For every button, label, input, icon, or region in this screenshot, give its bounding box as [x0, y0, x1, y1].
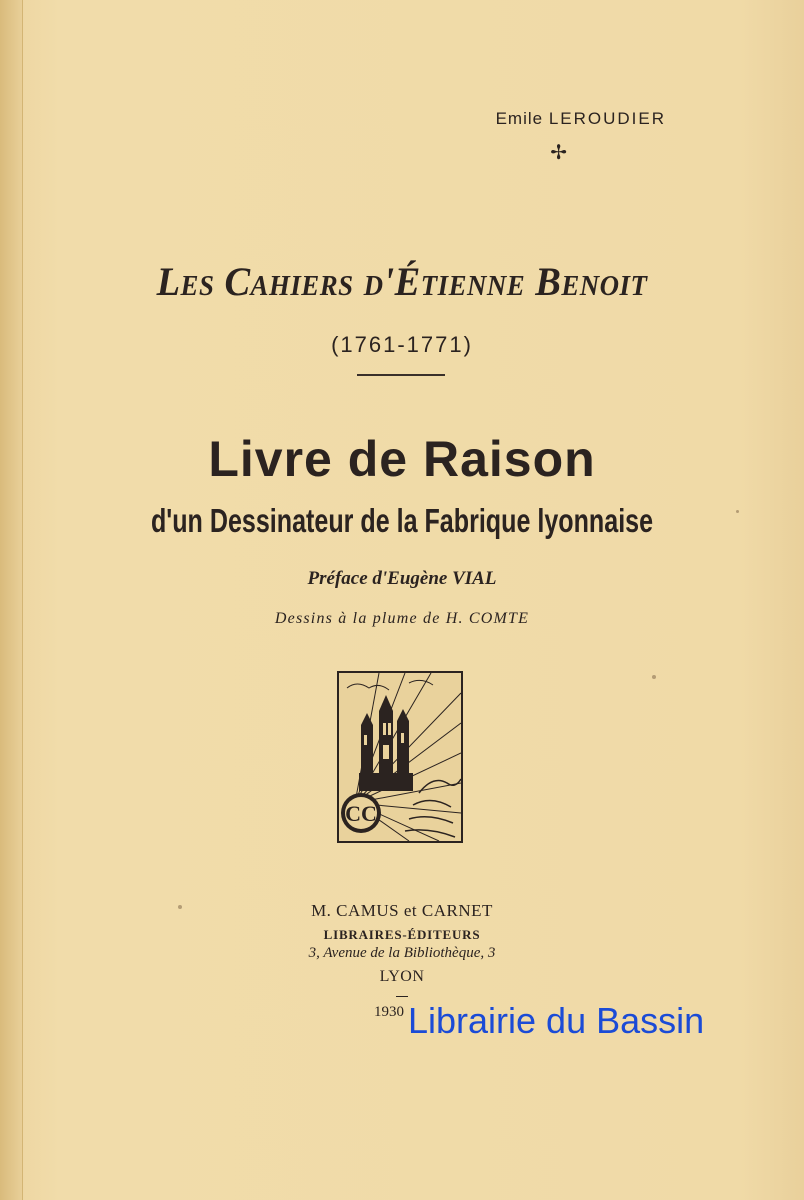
book-title: Les Cahiers d'Étienne Benoit — [156, 259, 648, 304]
publisher-address: 3, Avenue de la Bibliothèque, 3 — [308, 945, 496, 961]
paper-speck — [652, 675, 656, 679]
book-dates: (1761-1771) — [331, 332, 473, 357]
year-dash — [396, 996, 408, 997]
author-name — [496, 109, 666, 129]
book-subtitle: Livre de Raison — [208, 431, 596, 487]
publisher-monogram-cathedral-icon — [337, 671, 463, 843]
emblem-engraving — [339, 673, 461, 841]
publication-year: 1930 — [374, 1004, 404, 1020]
publisher-city: LYON — [379, 968, 425, 985]
preface-credit: Préface d'Eugène VIAL — [307, 568, 497, 589]
fleuron-ornament-icon: ✢ — [550, 142, 567, 164]
monogram-text: CC — [345, 801, 377, 826]
book-subtitle-line2: d'un Dessinateur de la Fabrique lyonnaise — [150, 502, 654, 539]
author-last-name: LEROUDIER — [548, 109, 666, 128]
book-spine-edge — [0, 0, 23, 1200]
publisher-name: M. CAMUS et CARNET — [311, 901, 493, 920]
illustration-credit: Dessins à la plume de H. COMTE — [274, 610, 530, 627]
bookseller-watermark: Librairie du Bassin — [408, 1000, 705, 1041]
publisher-type: LIBRAIRES-ÉDITEURS — [323, 927, 481, 942]
title-divider — [357, 374, 445, 376]
author-first-name: Emile — [495, 109, 544, 128]
paper-speck — [736, 510, 739, 513]
paper-speck — [178, 905, 182, 909]
